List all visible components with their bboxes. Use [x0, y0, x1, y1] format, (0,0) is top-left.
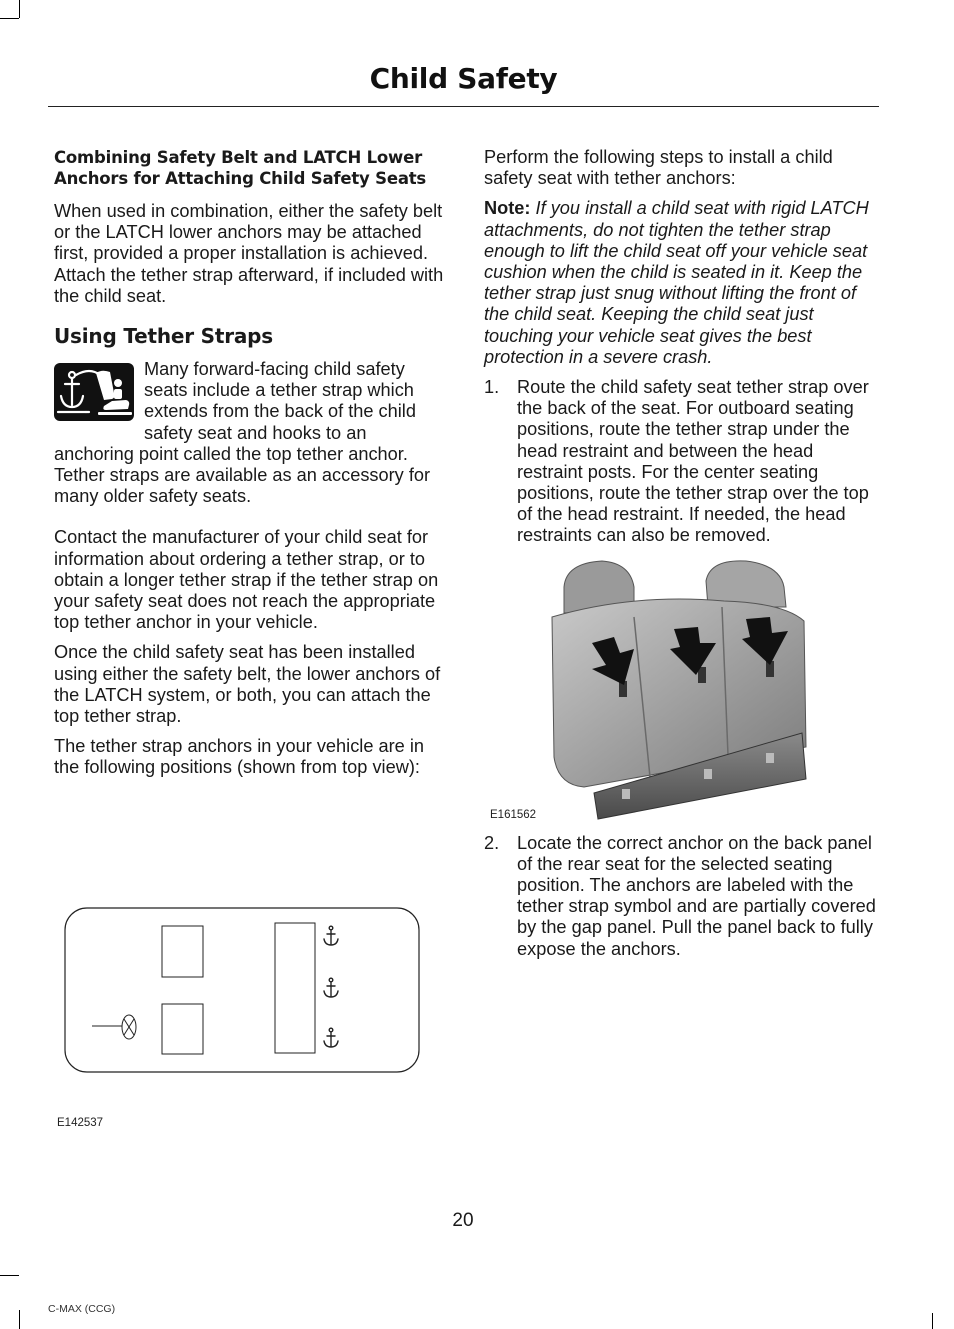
page-header	[48, 58, 879, 107]
steps-list	[484, 833, 879, 960]
crop-mark	[0, 18, 19, 19]
note-label: Note:	[484, 198, 531, 219]
figure-code: E161562	[490, 808, 537, 821]
step-text: Route the child safety seat tether strap over the back of the seat. For outboard seating positions, route the tether strap under the head restraint and between the head restraint posts. For the center seating positions, route the tether strap over the top of the head restraint. If needed, the head restraints can also be removed.	[517, 377, 869, 546]
paragraph: Many forward-facing child safety seats include a tether strap which extends from the back of the child safety seat and hooks to an anchoring point called the top tether anchor. Tether straps are available as an accessory for many older safety seats.	[54, 359, 431, 507]
crop-mark	[932, 1313, 933, 1329]
list-item	[484, 377, 879, 547]
right-column	[484, 147, 879, 970]
intro-paragraph: Perform the following steps to install a child safety seat with tether anchors:	[484, 147, 833, 189]
figure-code: E142537	[57, 1117, 104, 1129]
paragraph: Once the child safety seat has been installed using either the safety belt, the lower anchors of the LATCH system, or both, you can attach the top tether strap.	[54, 642, 441, 727]
page-title: Child Safety	[369, 62, 558, 95]
tether-anchor-top-view-diagram	[64, 907, 420, 1073]
paragraph: The tether strap anchors in your vehicle are in the following positions (shown from top view):	[54, 736, 425, 778]
note-text: If you install a child seat with rigid LATCH attachments, do not tighten the tether strap enough to lift the child seat off your vehicle seat cushion when the child is seated in it. Keep the tether strap just snug without lifting the front of the child seat. Keeping the child seat just touching your vehicle seat gives the best protection in a severe crash.	[484, 198, 869, 367]
paragraph: When used in combination, either the safety belt or the LATCH lower anchors may be attached first, provided a proper installation is achieved. Attach the tether strap afterward, if included with the child seat.	[54, 201, 444, 306]
step-number: 2.	[484, 832, 500, 853]
crop-mark	[0, 1275, 19, 1276]
step-text: Locate the correct anchor on the back panel of the rear seat for the selected seating position. The anchors are labeled with the tether strap symbol and are partially covered by the gap panel. Pull the panel back to fully expose the anchors.	[517, 832, 876, 959]
section-heading: Combining Safety Belt and LATCH Lower Anchors for Attaching Child Safety Seats	[54, 148, 427, 188]
rear-seat-anchor-photo	[484, 557, 879, 827]
child-seat-tether-icon	[54, 363, 134, 421]
section-title: Using Tether Straps	[54, 324, 274, 349]
page-number: 20	[452, 1210, 474, 1231]
left-column	[54, 147, 449, 788]
crop-mark	[19, 0, 20, 18]
note	[484, 198, 879, 368]
footer-model-code: C-MAX (CCG)	[48, 1303, 116, 1315]
paragraph: Contact the manufacturer of your child seat for information about ordering a tether strap, or to obtain a longer tether strap if the tether strap on your safety seat does not reach the appropriate top tether anchor in your vehicle.	[54, 527, 439, 633]
steps-list	[484, 377, 879, 547]
step-number: 1.	[484, 377, 500, 398]
list-item	[484, 833, 879, 960]
crop-mark	[19, 1310, 20, 1329]
